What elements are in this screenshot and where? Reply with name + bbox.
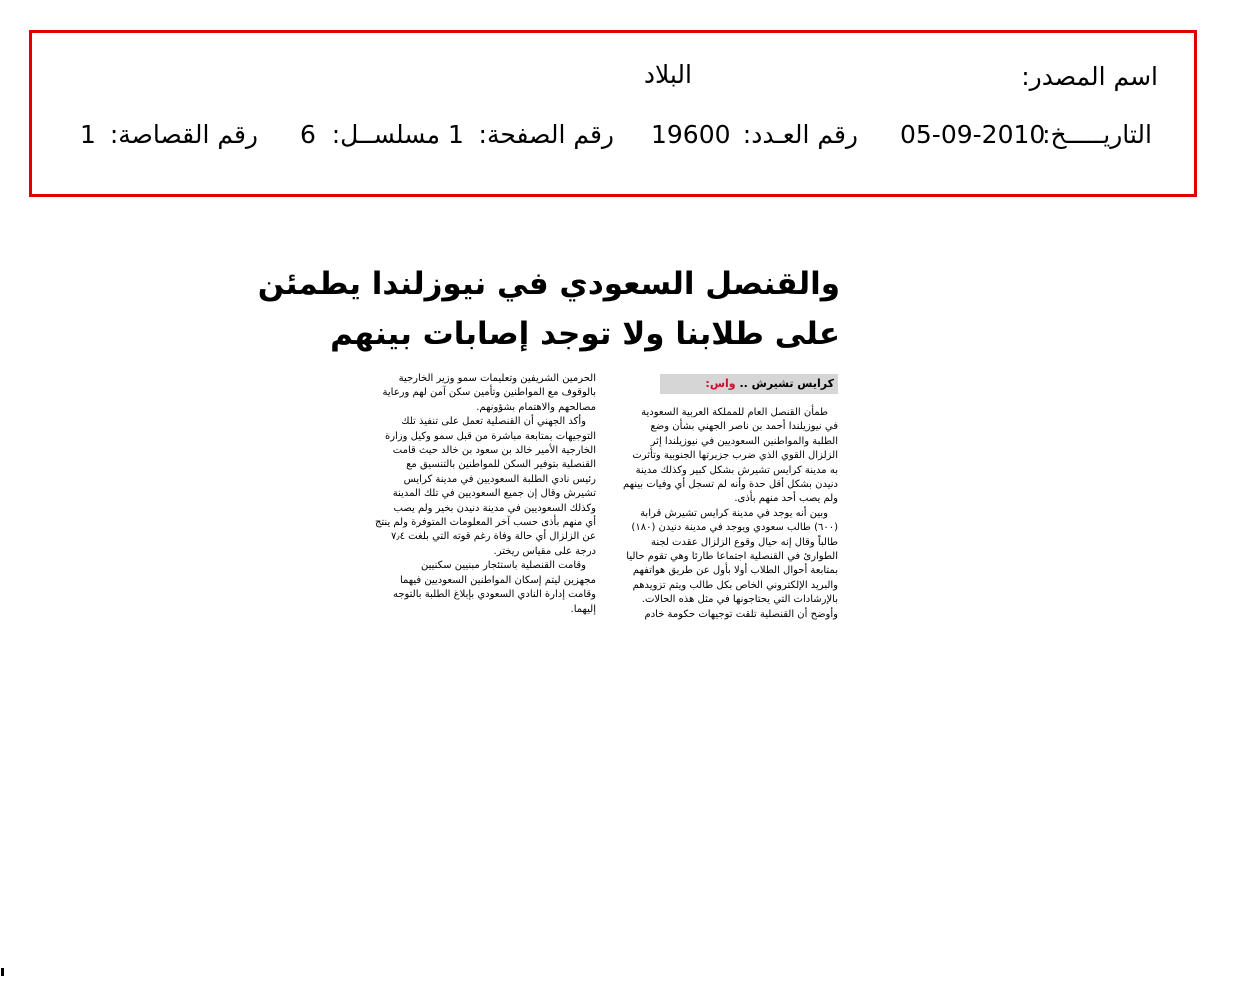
byline [660,374,838,394]
source-label: اسم المصدر: [1021,62,1158,91]
article-line: بمتابعة أحوال الطلاب أولا بأول عن طريق هواتفهم [632,565,838,577]
article-line: وكذلك السعوديين في مدينة دنيدن بخير ولم يصب [393,502,596,514]
article-line: إليهما. [570,603,596,615]
article-line: الخارجية الأمير خالد بن سعود بن خالد حيث قامت [392,445,596,457]
article-line: وبين أنه يوجد في مدينة كرايس تشيرش قرابة [640,507,828,519]
article-line: عن الزلزال أي حالة وفاة رغم قوته التي بلغت ٧٫٤ [391,531,596,543]
article-line: الطلبة والمواطنين السعوديين في نيوزيلندا إثر [650,435,838,447]
article-line: وأكد الجهني أن القنصلية تعمل على تنفيذ تلك [401,416,586,428]
article-line: بالإرشادات التي يحتاجونها في مثل هذه الحالات. [641,594,838,606]
date-label: التاريـــــخ: [1042,120,1152,149]
article-line: والبريد الإلكتروني الخاص بكل طالب ويتم تزويدهم [632,579,838,591]
article-line: ولم يصب أحد منهم بأذى. [734,493,838,505]
clip-value: 1 [80,120,96,149]
headline-line-2: على طلابنا ولا توجد إصابات بينهم [330,316,840,352]
scan-mark [1,968,4,976]
article-line: دنيدن بشكل أقل حدة وأنه لم تسجل أي وفيات بينهم [622,479,838,491]
article-line: طمأن القنصل العام للمملكة العربية السعودية [641,407,828,418]
issue-label: رقم العـدد: [742,120,858,149]
article-line: طالباً وقال إنه حيال وقوع الزلزال عقدت لجنة [651,536,838,548]
article-line: في نيوزيلندا أحمد بن ناصر الجهني بشأن وضع [650,421,838,433]
date-value: 05-09-2010 [900,120,1046,149]
headline-line-1: والقنصل السعودي في نيوزلندا يطمئن [257,266,840,302]
source-info-box [29,30,1197,197]
article-line: وقامت إدارة النادي السعودي بإبلاغ الطلبة بالتوجه [392,589,596,601]
article-line: القنصلية بتوفير السكن للمواطنين بالتنسيق مع [406,459,596,471]
article-line: درجة على مقياس ريختر. [493,545,596,557]
article-line: وأوضح أن القنصلية تلقت توجيهات حكومة خادم [644,608,838,620]
article-line: رئيس نادي الطلبة السعوديين في مدينة كرايس [403,473,596,485]
issue-value: 19600 [651,120,731,149]
article-line: تشيرش وقال إن جميع السعوديين في تلك المدينة [392,488,596,500]
article-line: بالوقوف مع المواطنين وتأمين سكن آمن لهم ورعاية [382,387,596,399]
article-line: الحرمين الشريفين وتعليمات سمو وزير الخارجية [398,373,596,384]
article-line: مجهزين ليتم إسكان المواطنين السعوديين فيهما [399,574,596,586]
article-line: الطوارئ في القنصلية اجتماعا طارئا وهي تقوم حاليا [626,551,838,563]
article-column-2 [374,372,596,617]
source-value: البلاد [643,60,692,89]
article-line: التوجيهات بمتابعة مباشرة من قبل سمو وكيل وزارة [384,430,596,442]
article-line: الزلزال القوي الذي ضرب جزيرتها الجنوبية وتأثرت [632,450,838,462]
page-value: 1 [448,120,464,149]
article-line: أي منهم بأذى حسب آخر المعلومات المتوفرة ولم ينتج [374,517,596,529]
article-line: (٦٠٠) طالب سعودي ويوجد في مدينة دنيدن (١٨٠) [631,522,838,534]
article-line: مصالحهم والاهتمام بشؤونهم. [476,401,596,413]
clip-label: رقم القصاصة: [109,120,258,149]
serial-value: 6 [300,120,316,149]
newspaper-clipping [257,258,840,650]
article-column-1 [616,406,838,622]
article-line: وقامت القنصلية باستئجار مبنيين سكنيين [421,560,586,572]
serial-label: مسلســل: [331,120,440,149]
article-line: به مدينة كرايس تشيرش بشكل كبير وكذلك مدينة [635,464,838,476]
byline-place: كرايس تشيرش .. [739,377,834,390]
page-label: رقم الصفحة: [478,120,614,149]
byline-agency: واس: [705,377,736,390]
